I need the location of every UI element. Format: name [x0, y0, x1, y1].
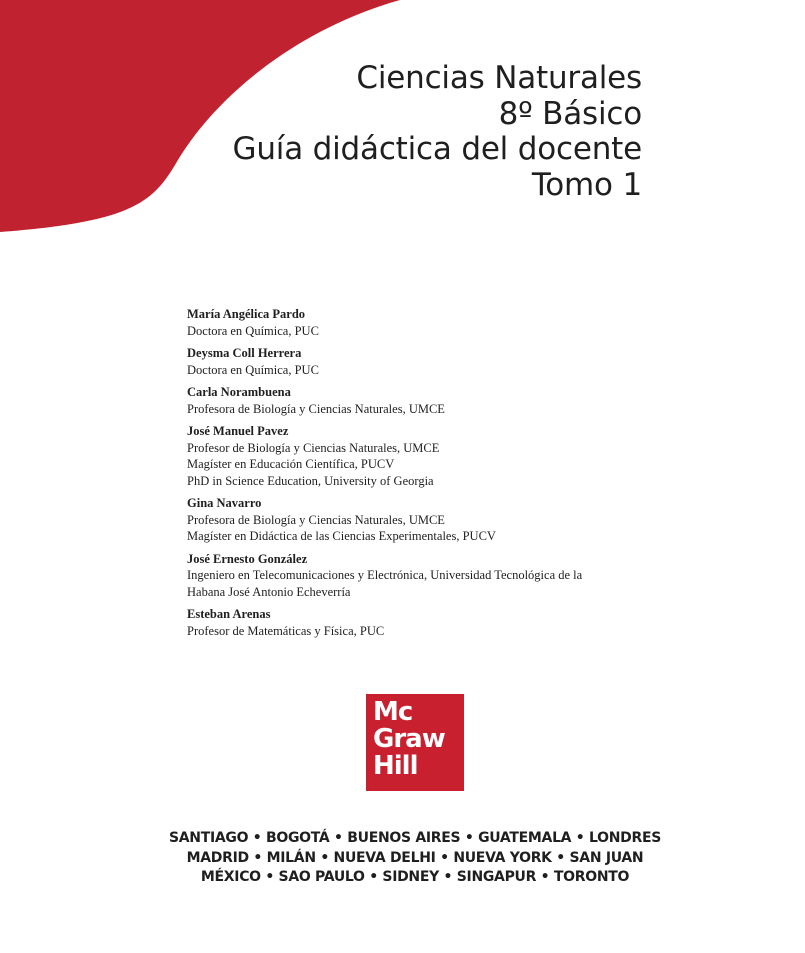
- author-name: Esteban Arenas: [187, 607, 271, 621]
- mcgraw-hill-logo: [366, 694, 464, 791]
- author-name: Carla Norambuena: [187, 385, 291, 399]
- title-line-1: Ciencias Naturales: [356, 60, 642, 96]
- author-name: María Angélica Pardo: [187, 307, 306, 321]
- author-credential: Magíster en Didáctica de las Ciencias Experimentales, PUCV: [187, 529, 496, 543]
- cities-line-2: MADRID • MILÁN • NUEVA DELHI • NUEVA YORK • SAN JUAN: [186, 849, 644, 866]
- author-name: Gina Navarro: [187, 496, 262, 510]
- logo-line-3: Hill: [373, 751, 418, 781]
- author-credential: Profesor de Matemáticas y Física, PUC: [187, 623, 385, 638]
- author-credential: Profesor de Biología y Ciencias Naturales, UMCE: [187, 440, 440, 455]
- author-credential: Profesora de Biología y Ciencias Naturales, UMCE: [187, 512, 445, 527]
- author-entry: [187, 306, 657, 339]
- author-credential: Doctora en Química, PUC: [187, 323, 319, 338]
- author-credential: PhD in Science Education, University of Georgia: [187, 473, 434, 488]
- author-credential: Ingeniero en Telecomunicaciones y Electrónica, Universidad Tecnológica de la: [187, 568, 583, 582]
- publisher-cities: [0, 829, 805, 888]
- author-credential: Magíster en Educación Científica, PUCV: [187, 457, 395, 471]
- author-credential: Doctora en Química, PUC: [187, 362, 319, 377]
- author-entry: [187, 495, 657, 545]
- logo-line-2: Graw: [373, 724, 445, 754]
- author-list: [187, 306, 657, 645]
- author-name: José Ernesto González: [187, 551, 308, 566]
- author-name: Deysma Coll Herrera: [187, 346, 302, 360]
- author-entry: [187, 345, 657, 378]
- author-entry: [187, 551, 657, 601]
- cities-line-1: SANTIAGO • BOGOTÁ • BUENOS AIRES • GUATEMALA • LONDRES: [168, 830, 662, 846]
- cities-line-3: MÉXICO • SAO PAULO • SIDNEY • SINGAPUR • TORONTO: [200, 869, 630, 885]
- author-credential: Profesora de Biología y Ciencias Naturales, UMCE: [187, 401, 445, 416]
- title-line-2: 8º Básico: [498, 95, 642, 132]
- title-line-3: Guía didáctica del docente: [232, 131, 642, 167]
- logo-line-1: Mc: [373, 697, 413, 727]
- title-line-4: Tomo 1: [531, 166, 642, 203]
- author-name: José Manuel Pavez: [187, 424, 289, 438]
- author-credential: Habana José Antonio Echeverría: [187, 584, 351, 599]
- author-entry: [187, 606, 657, 639]
- book-title: [233, 61, 642, 203]
- author-entry: [187, 423, 657, 489]
- author-entry: [187, 384, 657, 417]
